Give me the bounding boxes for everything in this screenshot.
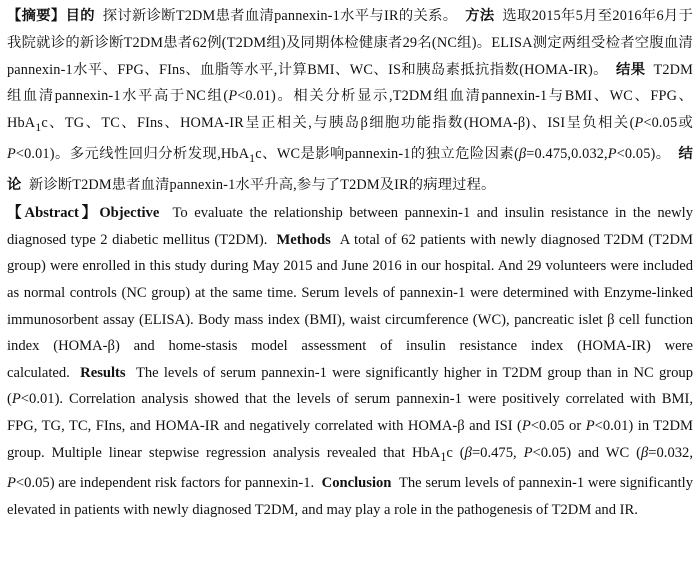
zh-beta-symbol: β <box>519 145 527 162</box>
zh-results-text-6: c、WC是影响pannexin-1的独立危险因素( <box>255 145 519 162</box>
en-methods-text: A total of 62 patients with newly diagnosed T2DM (T2DM group) were enrolled in this study during May 2015 and June 2016 in our hospital. And 29 volunteers were included as normal controls (NC group) at the same time. Serum levels of pannexin-1 were determined with Enzyme-linked immunosorbent assay (ELISA). Body mass index (BMI), waist circumference (WC), pancreatic islet β cell function index (HOMA-β) and home-stasis model assessment of insulin resistance index (HOMA-IR) were calculated. <box>7 231 693 381</box>
zh-results-text-2: <0.01)。相关分析显示,T2DM组血清pannexin-1与BMI、WC、FPG、HbA <box>7 88 693 132</box>
en-results-text-9: <0.05) are independent risk factors for pannexin-1. <box>15 475 315 492</box>
en-results-text-7: <0.05) and WC ( <box>532 444 641 461</box>
zh-subscript: 1 <box>35 120 42 135</box>
en-p-symbol: P <box>11 391 21 408</box>
zh-conclusion-text: 新诊断T2DM患者血清pannexin-1水平升高,参与了T2DM及IR的病理过程。 <box>28 176 496 193</box>
zh-results-text-4: <0.05或 <box>643 115 693 132</box>
en-p-symbol: P <box>585 418 595 435</box>
zh-p-symbol: P <box>7 145 16 162</box>
zh-methods-text: 选取2015年5月至2016年6月于我院就诊的新诊断T2DM患者62例(T2DM组)及同期体检健康者29名(NC组)。ELISA测定两组受检者空腹血清pannexin-1水平、FPG、FIns、血脂等水平,计算BMI、WC、IS和胰岛素抵抗指数(HOMA-IR)。 <box>7 8 694 78</box>
zh-p-symbol: P <box>228 88 238 105</box>
en-abstract-label: 【Abstract】 <box>7 205 100 222</box>
zh-results-text-8: <0.05)。 <box>616 145 671 162</box>
en-results-text-1: The levels of serum pannexin-1 were significantly higher in T2DM group than in NC group ( <box>7 364 694 408</box>
en-subscript: 1 <box>440 449 447 464</box>
zh-conclusion-label: 结论 <box>7 145 693 193</box>
english-abstract <box>7 200 693 523</box>
en-results-text-5: c ( <box>446 444 465 461</box>
zh-objective-label: 目的 <box>65 8 95 24</box>
en-p-symbol: P <box>523 444 533 461</box>
chinese-abstract <box>7 3 693 198</box>
zh-results-text-7: =0.475,0.032, <box>526 145 608 162</box>
en-results-label: Results <box>80 364 126 381</box>
zh-abstract-label: 【摘要】 <box>7 8 66 24</box>
en-results-text-6: =0.475, <box>471 444 524 461</box>
en-beta-symbol: β <box>464 444 472 461</box>
zh-results-text-5: <0.01)。多元线性回归分析发现,HbA <box>15 145 250 162</box>
en-conclusion-text: The serum levels of pannexin-1 were significantly elevated in patients with newly diagnosed T2DM, and may play a role in the pathogenesis of T2DM and IR. <box>7 475 693 518</box>
en-results-text-3: <0.05 or <box>530 418 586 435</box>
en-results-text-4: <0.01) in T2DM group. Multiple linear stepwise regression analysis revealed that HbA <box>7 418 693 461</box>
en-beta-symbol: β <box>641 444 649 461</box>
en-conclusion-label: Conclusion <box>321 475 392 492</box>
en-p-symbol: P <box>521 418 531 435</box>
en-objective-label: Objective <box>99 205 160 222</box>
zh-objective-text: 探讨新诊断T2DM患者血清pannexin-1水平与IR的关系。 <box>102 8 458 24</box>
zh-p-symbol: P <box>607 145 617 162</box>
zh-results-label: 结果 <box>615 61 646 78</box>
zh-methods-label: 方法 <box>465 8 495 24</box>
en-p-symbol: P <box>7 475 16 492</box>
zh-results-text-1: T2DM组血清pannexin-1水平高于NC组( <box>7 61 693 105</box>
zh-p-symbol: P <box>634 115 644 132</box>
zh-results-text-3: c、TG、TC、FIns、HOMA-IR呈正相关,与胰岛β细胞功能指数(HOMA-β)、ISI呈负相关( <box>41 115 635 132</box>
en-results-text-8: =0.032, <box>648 444 693 461</box>
en-objective-text: To evaluate the relationship between pannexin-1 and insulin resistance in the newly diagnosed type 2 diabetic mellitus (T2DM). <box>7 205 693 248</box>
en-methods-label: Methods <box>276 231 331 248</box>
en-results-text-2: <0.01). Correlation analysis showed that the levels of serum pannexin-1 were positively correlated with BMI, FPG, TG, TC, FIns, and HOMA-IR and negatively correlated with HOMA-β and ISI ( <box>7 391 693 435</box>
zh-subscript: 1 <box>249 150 256 165</box>
